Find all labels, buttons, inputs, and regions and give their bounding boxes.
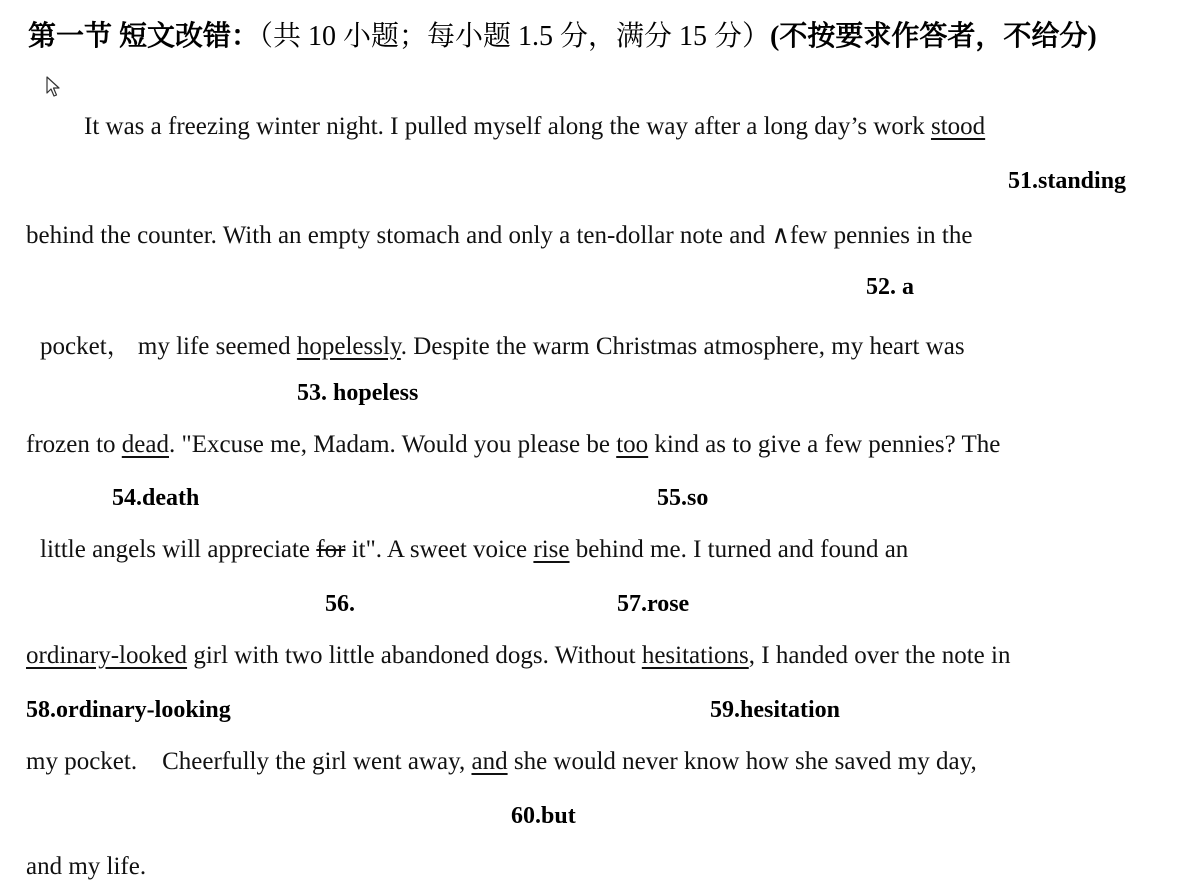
- passage-line-4: [26, 431, 1000, 459]
- passage-line-8: and my life.: [26, 853, 147, 880]
- answer-52: 52. a: [866, 274, 914, 300]
- error-word-59: hesitations: [641, 642, 749, 669]
- line-text: It was a freezing winter night. I pulled myself along the way after a long day’s work: [84, 113, 931, 140]
- section-heading: 第一节 短文改错：: [28, 21, 260, 52]
- error-word-53: hopelessly: [296, 333, 401, 360]
- line-text: . "Excuse me, Madam. Would you please be: [169, 431, 617, 458]
- insert-caret-mark: ∧: [771, 222, 790, 249]
- line-text: behind me. I turned and found an: [569, 536, 909, 563]
- passage-line-5: [40, 536, 908, 564]
- answer-54: 54.death: [112, 485, 200, 511]
- answer-55: 55.so: [657, 485, 709, 511]
- answer-51: 51.standing: [1008, 168, 1127, 194]
- line-text: few pennies in the: [789, 222, 973, 249]
- line-text: . Despite the warm Christmas atmosphere, my heart was: [400, 333, 965, 360]
- line-text: , I handed over the note in: [748, 642, 1011, 669]
- line-text: girl with two little abandoned dogs. Without: [187, 642, 642, 669]
- line-text: kind as to give a few pennies? The: [648, 431, 1001, 458]
- error-word-55: too: [616, 431, 649, 458]
- passage-line-3: [40, 326, 965, 362]
- answer-59: 59.hesitation: [710, 697, 841, 723]
- error-word-54: dead: [121, 431, 169, 458]
- passage-line-2: [26, 220, 972, 250]
- passage-line-7: [26, 748, 977, 776]
- answer-53: 53. hopeless: [297, 380, 419, 406]
- section-title: [28, 14, 1097, 54]
- passage-line-1: [84, 113, 985, 141]
- answer-56: 56.: [325, 591, 355, 617]
- line-text: frozen to: [26, 431, 122, 458]
- error-word-51: stood: [930, 113, 986, 140]
- mouse-pointer-icon: [46, 76, 62, 98]
- passage-line-6: [26, 642, 1010, 670]
- answer-60: 60.but: [511, 803, 576, 829]
- answer-58: 58.ordinary-looking: [26, 697, 231, 723]
- error-word-57: rise: [533, 536, 570, 563]
- section-note: (不按要求作答者，不给分): [770, 21, 1097, 52]
- line-text: behind the counter. With an empty stomach and only a ten-dollar note and: [26, 222, 772, 249]
- answer-57: 57.rose: [617, 591, 690, 617]
- error-word-60: and: [471, 748, 508, 775]
- deleted-word-56: for: [316, 536, 346, 563]
- line-text: pocket， my life seemed: [40, 333, 297, 360]
- line-text: little angels will appreciate: [40, 536, 317, 563]
- section-info: （共 10 小题；每小题 1.5 分，满分 15 分）: [259, 21, 771, 52]
- line-text: it". A sweet voice: [345, 536, 534, 563]
- line-text: my pocket. Cheerfully the girl went away,: [26, 748, 472, 775]
- line-text: she would never know how she saved my day,: [507, 748, 977, 775]
- error-word-58: ordinary-looked: [26, 642, 188, 669]
